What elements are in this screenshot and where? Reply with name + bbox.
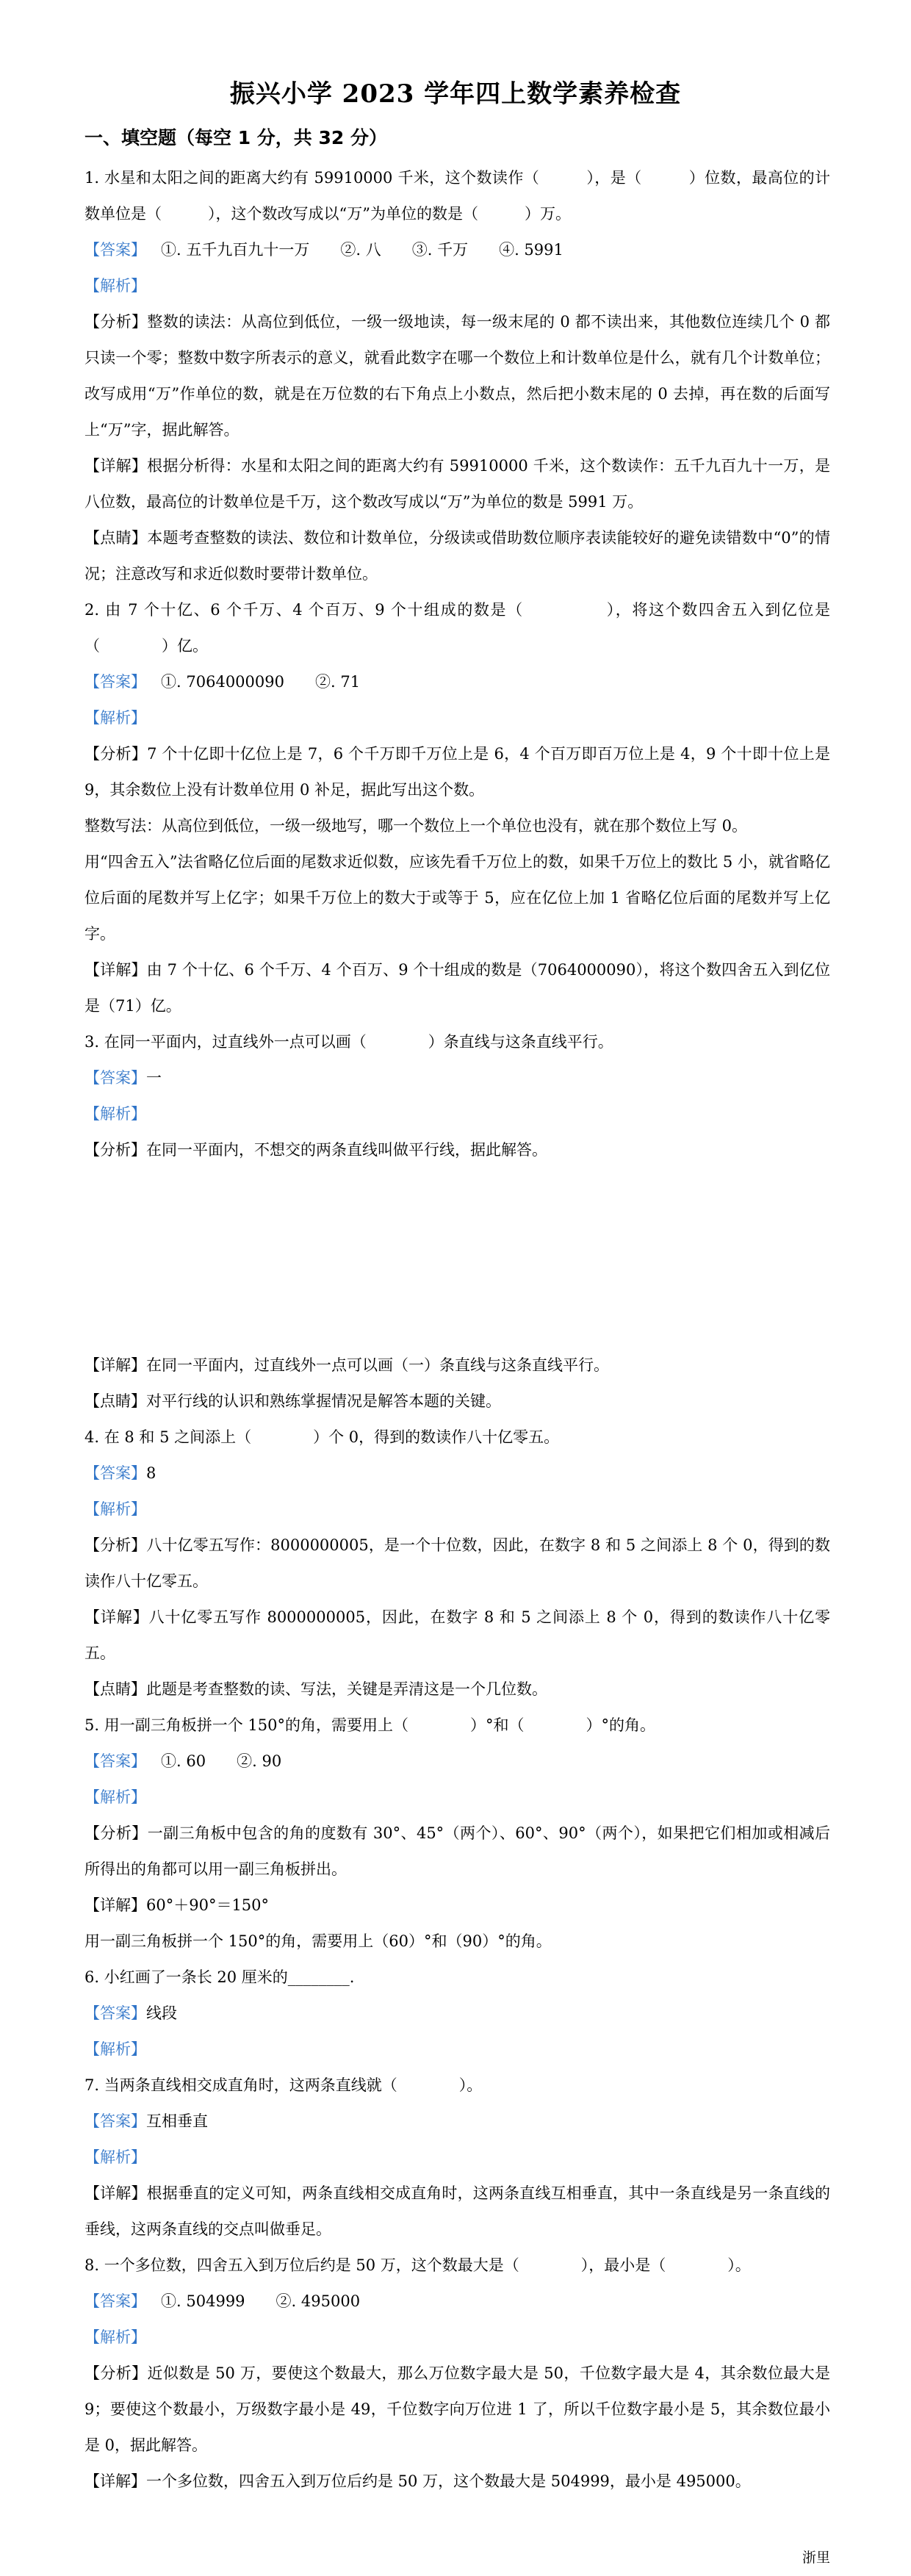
answer-tag: 【答案】 [84,2004,146,2022]
xiangjie-4: 【详解】八十亿零五写作 8000000005，因此，在数字 8 和 5 之间添上 8 个 0，得到的数读作八十亿零五。 [84,1608,830,1662]
fenxi-4: 【分析】八十亿零五写作：8000000005，是一个十位数，因此，在数字 8 和 5 之间添上 8 个 0，得到的数读作八十亿零五。 [84,1536,830,1590]
analysis-tag-4: 【解析】 [84,1500,146,1518]
answer-7-text: 互相垂直 [146,2112,208,2130]
fenxi-3: 【分析】在同一平面内，不想交的两条直线叫做平行线，据此解答。 [84,1141,547,1159]
question-4: 4. 在 8 和 5 之间添上（ ）个 0，得到的数读作八十亿零五。 [84,1428,560,1446]
question-2: 2. 由 7 个十亿、6 个千万、4 个百万、9 个十组成的数是（ ），将这个数四舍五入到亿位是（ ）亿。 [84,601,830,655]
answer-tag: 【答案】 [84,241,146,259]
question-5: 5. 用一副三角板拼一个 150°的角，需要用上（ ）°和（ ）°的角。 [84,1716,655,1734]
answer-4-text: 8 [146,1464,156,1482]
fenxi-2: 【分析】7 个十亿即十亿位上是 7，6 个千万即千万位上是 6，4 个百万即百万位上是 4，9 个十即十位上是 9，其余数位上没有计数单位用 0 补足，据此写出这个数。 [84,745,830,799]
document-body [84,160,830,2500]
dianjing-3: 【点睛】对平行线的认识和熟练掌握情况是解答本题的关键。 [84,1392,501,1410]
question-1: 1. 水星和太阳之间的距离大约有 59910000 千米，这个数读作（ ），是（ ）位数，最高位的计数单位是（ ），这个数改写成以“万”为单位的数是（ ）万。 [84,169,830,223]
question-6: 6. 小红画了一条长 20 厘米的________. [84,1968,355,1986]
answer-2-text: ①. 7064000090 ②. 71 [161,673,361,691]
xiangjie-3: 【详解】在同一平面内，过直线外一点可以画（一）条直线与这条直线平行。 [84,1356,609,1374]
page-title: 振兴小学 2023 学年四上数学素养检查 [229,79,682,109]
xiangjie-5: 【详解】60°＋90°＝150° [84,1896,270,1914]
answer-tag: 【答案】 [84,1069,146,1087]
analysis-tag-8: 【解析】 [84,2328,146,2346]
xiangjie-5b: 用一副三角板拼一个 150°的角，需要用上（60）°和（90）°的角。 [84,1932,552,1950]
answer-1 [84,232,830,268]
answer-3 [84,1060,830,1096]
answer-tag: 【答案】 [84,1464,146,1482]
question-7: 7. 当两条直线相交成直角时，这两条直线就（ ）。 [84,2076,483,2094]
page-footer: 浙里 [802,2550,830,2566]
analysis-tag-7: 【解析】 [84,2148,146,2166]
answer-7 [84,2104,830,2140]
blank-space [84,1168,830,1348]
answer-1-text: ①. 五千九百九十一万 ②. 八 ③. 千万 ④. 5991 [161,241,563,259]
section-heading: 一、填空题（每空 1 分，共 32 分） [84,127,388,148]
answer-6 [84,1996,830,2032]
analysis-tag-6: 【解析】 [84,2040,146,2058]
dianjing-4: 【点睛】此题是考查整数的读、写法，关键是弄清这是一个几位数。 [84,1680,547,1698]
answer-4 [84,1456,830,1492]
xiangjie-8: 【详解】一个多位数，四舍五入到万位后约是 50 万，这个数最大是 504999，最小是 495000。 [84,2472,751,2490]
answer-tag: 【答案】 [84,1752,146,1770]
answer-tag: 【答案】 [84,2112,146,2130]
xiangjie-1: 【详解】根据分析得：水星和太阳之间的距离大约有 59910000 千米，这个数读作：五千九百九十一万，是八位数，最高位的计数单位是千万，这个数改写成以“万”为单位的数是 5991 万。 [84,457,830,511]
xiangjie-7: 【详解】根据垂直的定义可知，两条直线相交成直角时，这两条直线互相垂直，其中一条直线是另一条直线的垂线，这两条直线的交点叫做垂足。 [84,2184,830,2238]
xiangjie-2: 【详解】由 7 个十亿、6 个千万、4 个百万、9 个十组成的数是（7064000090），将这个数四舍五入到亿位是（71）亿。 [84,961,830,1015]
fenxi-1: 【分析】整数的读法：从高位到低位，一级一级地读，每一级末尾的 0 都不读出来，其他数位连续几个 0 都只读一个零；整数中数字所表示的意义，就看此数字在哪一个数位上和计数单位是什么，就有几个计数单位；改写成用“万”作单位的数，就是在万位数的右下角点上小数点，然后把小数末尾的 0 去掉，再在数的后面写上“万”字，据此解答。 [84,313,830,439]
fenxi-2c: 用“四舍五入”法省略亿位后面的尾数求近似数，应该先看千万位上的数，如果千万位上的数比 5 小，就省略亿位后面的尾数并写上亿字；如果千万位上的数大于或等于 5，应在亿位上加 1 省略亿位后面的尾数并写上亿字。 [84,853,830,943]
analysis-tag-1: 【解析】 [84,277,146,295]
dianjing-1: 【点睛】本题考查整数的读法、数位和计数单位，分级读或借助数位顺序表读能较好的避免读错数中“0”的情况；注意改写和求近似数时要带计数单位。 [84,529,830,583]
answer-8-text: ①. 504999 ②. 495000 [161,2292,361,2310]
answer-tag: 【答案】 [84,2292,146,2310]
answer-6-text: 线段 [146,2004,177,2022]
question-3: 3. 在同一平面内，过直线外一点可以画（ ）条直线与这条直线平行。 [84,1033,613,1051]
answer-tag: 【答案】 [84,673,146,691]
answer-3-text: 一 [146,1069,162,1087]
answer-8 [84,2284,830,2320]
analysis-tag-5: 【解析】 [84,1788,146,1806]
answer-2 [84,664,830,700]
fenxi-2b: 整数写法：从高位到低位，一级一级地写，哪一个数位上一个单位也没有，就在那个数位上写 0。 [84,817,748,835]
analysis-tag-3: 【解析】 [84,1105,146,1123]
answer-5-text: ①. 60 ②. 90 [161,1752,282,1770]
fenxi-5: 【分析】一副三角板中包含的角的度数有 30°、45°（两个）、60°、90°（两个），如果把它们相加或相减后所得出的角都可以用一副三角板拼出。 [84,1824,830,1878]
answer-5 [84,1744,830,1780]
question-8: 8. 一个多位数，四舍五入到万位后约是 50 万，这个数最大是（ ），最小是（ ）。 [84,2256,751,2274]
fenxi-8: 【分析】近似数是 50 万，要使这个数最大，那么万位数字最大是 50，千位数字最大是 4，其余数位最大是 9；要使这个数最小，万级数字最小是 49，千位数字向万位进 1 了，所以千位数字最小是 5，其余数位最小是 0，据此解答。 [84,2364,830,2454]
analysis-tag-2: 【解析】 [84,709,146,727]
